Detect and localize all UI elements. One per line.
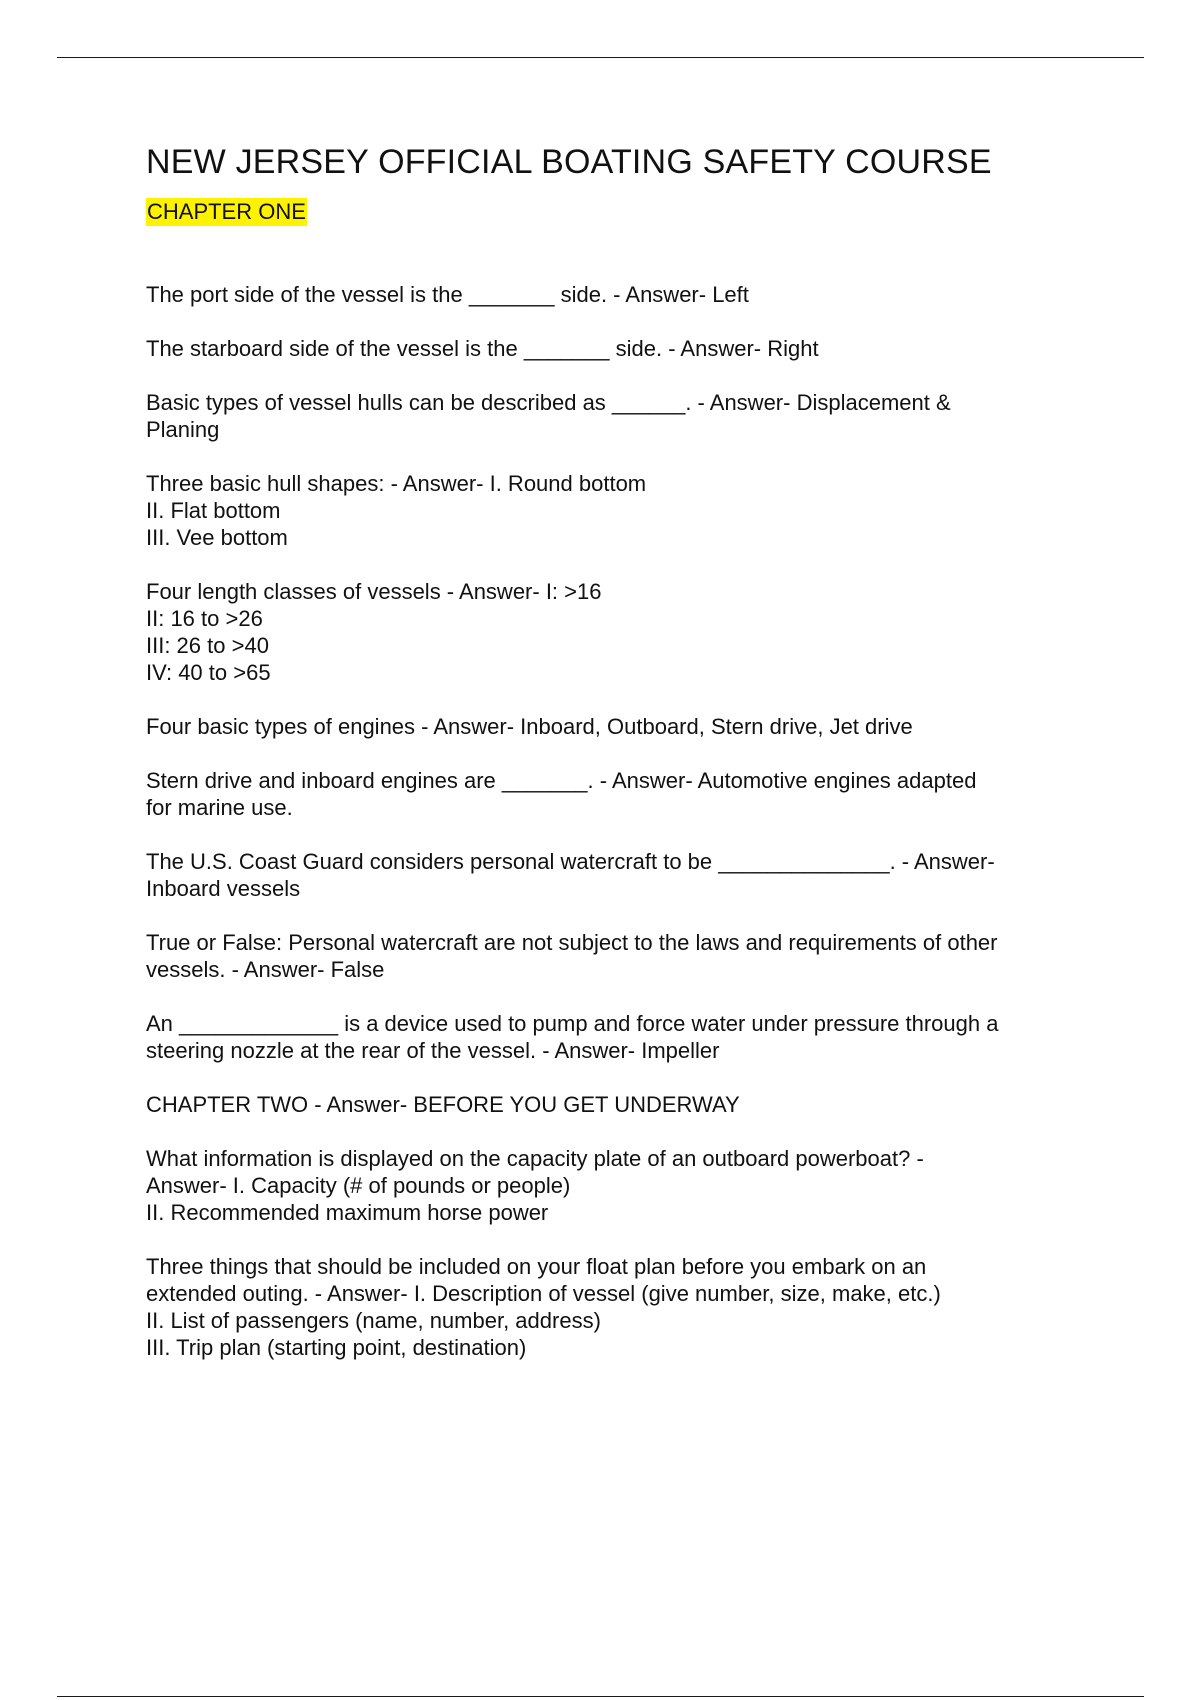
qa-item [146,1145,1086,1226]
qa-line: An _____________ is a device used to pump and force water under pressure through a [146,1011,999,1036]
qa-line: extended outing. - Answer- I. Description of vessel (give number, size, make, etc.) [146,1281,941,1306]
document-title: NEW JERSEY OFFICIAL BOATING SAFETY COURSE [146,143,992,181]
qa-item [146,281,1086,308]
qa-item [146,470,1086,551]
qa-line: What information is displayed on the capacity plate of an outboard powerboat? - [146,1146,924,1171]
qa-item [146,335,1086,362]
qa-item [146,1010,1086,1064]
chapter-one-heading: CHAPTER ONE [147,199,306,224]
qa-line: The U.S. Coast Guard considers personal watercraft to be ______________. - Answer- [146,849,995,874]
qa-item [146,929,1086,983]
qa-line: vessels. - Answer- False [146,957,385,982]
qa-item [146,1091,1086,1118]
qa-item [146,1253,1086,1361]
qa-line: Stern drive and inboard engines are _______. - Answer- Automotive engines adapted [146,768,977,793]
qa-line: III. Vee bottom [146,525,288,550]
top-divider [57,57,1144,58]
qa-line: II. List of passengers (name, number, address) [146,1308,601,1333]
qa-line: The starboard side of the vessel is the _______ side. - Answer- Right [146,336,819,361]
qa-item [146,848,1086,902]
qa-line: Three things that should be included on your float plan before you embark on an [146,1254,927,1279]
qa-item [146,389,1086,443]
qa-line: II: 16 to >26 [146,606,263,631]
qa-item [146,578,1086,686]
qa-item [146,713,1086,740]
bottom-divider [57,1696,1144,1697]
document-body [146,140,1086,1388]
qa-line: for marine use. [146,795,293,820]
qa-line: Four basic types of engines - Answer- Inboard, Outboard, Stern drive, Jet drive [146,714,913,739]
qa-line: Inboard vessels [146,876,301,901]
qa-line: Answer- I. Capacity (# of pounds or people) [146,1173,571,1198]
qa-line: steering nozzle at the rear of the vessel. - Answer- Impeller [146,1038,720,1063]
qa-item [146,767,1086,821]
qa-line: II. Recommended maximum horse power [146,1200,549,1225]
qa-line: The port side of the vessel is the _______ side. - Answer- Left [146,282,749,307]
qa-line: True or False: Personal watercraft are not subject to the laws and requirements of other [146,930,998,955]
qa-line: IV: 40 to >65 [146,660,271,685]
qa-line: Three basic hull shapes: - Answer- I. Round bottom [146,471,647,496]
qa-line: CHAPTER TWO - Answer- BEFORE YOU GET UNDERWAY [146,1092,740,1117]
question-answer-list [146,281,1086,1361]
qa-line: Planing [146,417,220,442]
qa-line: Basic types of vessel hulls can be described as ______. - Answer- Displacement & [146,390,951,415]
qa-line: III: 26 to >40 [146,633,269,658]
qa-line: III. Trip plan (starting point, destination) [146,1335,527,1360]
qa-line: Four length classes of vessels - Answer- I: >16 [146,579,602,604]
qa-line: II. Flat bottom [146,498,281,523]
